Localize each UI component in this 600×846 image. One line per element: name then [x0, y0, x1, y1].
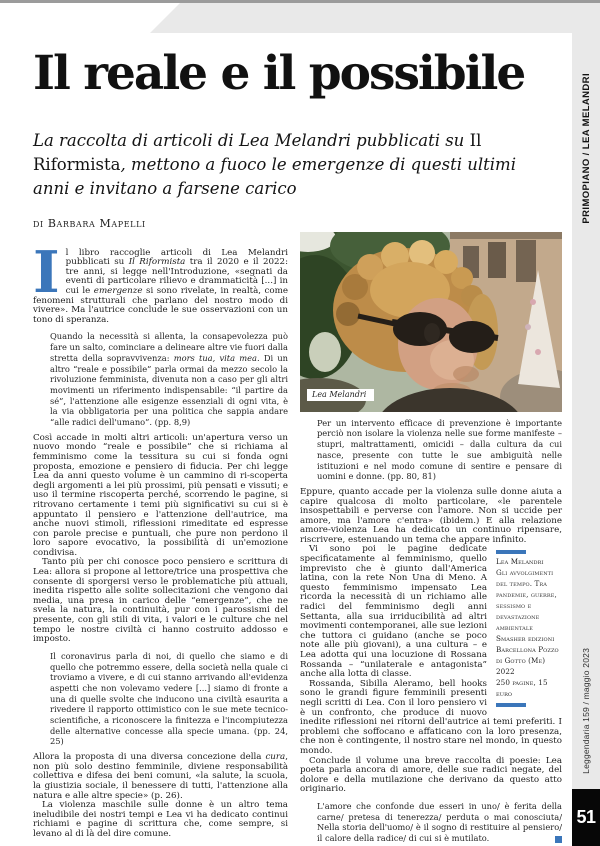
- paragraph: Eppure, quanto accade per la violenza sulle donne aiuta a capire qualcosa di molto particolare, «le parentele insospettabili e perverse con l'amore. Non si uccide per amore, ma l'amore c'entra» (ibidem.) E alla relazione amore-violenza Lea ha dedicato un continuo ripensare, riscrivere, estenuando un tema che appare infinito.: [300, 486, 562, 545]
- side-strip: [572, 3, 600, 846]
- book-title: Gli avvolgimenti del tempo. Tra pandemie, guerre, sessismo e devastazione ambientale: [496, 568, 557, 633]
- issue-label: Leggendaria 159 / maggio 2023: [581, 648, 591, 774]
- paragraph: La violenza maschile sulle donne è un altro tema ineludibile dei nostri tempi e Lea vi ha dedicato continui richiami e pagine di scrittura che, come sempre, si levano al di là del dire comune.: [33, 800, 288, 839]
- section-kicker: PRIMOPIANO / LEA MELANDRI: [580, 72, 592, 224]
- end-of-article-mark: [555, 836, 562, 843]
- paragraph: Tanto più per chi conosce poco pensiero e scrittura di Lea: allora si propone al lettore/trice una prospettiva che consente di sporgersi verso le problematiche più attuali, inedita rispetto alle solite sollecitazioni che vengono dai media, una presa in carico delle “emergenze”, che ne svela la natura, la continuità, pur con i parossismi del presente, con gli stili di vita, i valori e le culture che nel tempo le nostre civiltà ci hanno costruito addosso e imposto.: [33, 557, 288, 645]
- photo-caption: Lea Melandri: [307, 389, 374, 401]
- column-left: [33, 238, 289, 846]
- poem-quote: L'amore che confonde due esseri in uno/ è ferita della carne/ pretesa di tenerezza/ perduta o mai conosciuta/ Nella storia dell'uomo/ è il sogno di restituire al pensiero/ il calore della radice/ di cui si è mutilato.: [317, 800, 562, 844]
- quote-block: Il coronavirus parla di noi, di quello che siamo e di quello che potremmo essere, della società nella quale ci troviamo a vivere, e di cui stanno arrivando all'evidenza aspetti che non volevamo vedere [...] siamo di fronte a una di quelle svolte che inducono una civiltà esaurita a rivedere il rapporto ottimistico con le sue mete tecnico-scientifiche, a riconoscere la finitezza e l'incompiutezza delle alternative concesse alla specie umana. (pp. 24, 25): [50, 650, 288, 747]
- text-run: . Di un altro “reale e possibile” parla ormai da mezzo secolo la rivoluzione femminista, divenuta non a caso per gli altri movimenti un riferimento indispensabile: “il partire da sé”, l'attenzione alle esigenze essenziali di ogni vita, è la via obbligatoria per una politica che sappia andare “alle radici dell'umano”. (pp. 8,9): [50, 352, 289, 428]
- byline: di Barbara Mapelli: [33, 216, 146, 230]
- text-run-italic: emergenze: [93, 286, 143, 297]
- text-run-italic: mors tua, vita mea: [173, 352, 257, 363]
- article: [33, 46, 562, 846]
- paragraph: [33, 753, 288, 801]
- text-run: Quando la necessità si allenta, la consapevolezza può fare un salto, cominciare a delineare altre vie fuori dalla stretta della sopravvivenza:: [50, 331, 288, 363]
- paragraph: Rossanda, Sibilla Aleramo, bell hooks sono le grandi figure femminili presenti negli scritti di Lea. Con il loro pensiero vi è un confronto, che produce di nuovo inedite riflessioni nei ritorni dell'autrice ai temi preferiti. I problemi che soffocano e affaticano con la loro presenza, che non è contingente, il nostro stare nel mondo, in questo mondo.: [300, 678, 562, 756]
- standfirst-segment: La raccolta di articoli di Lea Melandri pubblicati su: [33, 130, 470, 150]
- corner-band: [150, 3, 600, 33]
- top-rule: [0, 0, 600, 3]
- page-number: 51: [576, 807, 596, 827]
- issue-label-wrap: [572, 631, 600, 791]
- drop-cap: I: [33, 238, 60, 306]
- article-columns: [33, 238, 562, 846]
- standfirst: [33, 129, 551, 202]
- book-publisher: Smasher edizioni Barcellona Pozzo di Gotto (Me) 2022: [496, 634, 559, 676]
- poem-wrap: [300, 801, 562, 844]
- lea-melandri-photo: [300, 232, 562, 412]
- standfirst-journal-name: Il Riformista: [33, 130, 482, 175]
- quote-block: Per un intervento efficace di prevenzione è importante perciò non isolare la violenza nelle sue forme manifeste – stupri, maltrattamenti, omicidi – dalla cultura da cui nasce, presente con tutte le sue ambiguità nelle istituzioni e nel modo comune di sentire e pensare di uomini e donne. (pp. 80, 81): [317, 417, 562, 482]
- text-run: , non più solo destino femminile, diviene responsabilità collettiva e difesa dei beni comuni, «la salute, la scuola, la giustizia sociale, il benessere di tutti, l'attenzione alla natura e alle altre specie» (p. 26).: [33, 752, 288, 801]
- text-run-italic: Il Riformista: [128, 257, 186, 268]
- article-title: Il reale e il possibile: [33, 46, 525, 101]
- paragraph: Così accade in molti altri articoli: un'apertura verso un nuovo mondo “reale e possibile” che si richiama al femminismo come la tessitura su cui si fonda ogni proposta, emozione e pensiero di fiducia. Per chi legge Lea da anni questo volume è un cammino di ri-scoperta degli argomenti a lei più prossimi, più pensati e vissuti; e uso il termine riscoperta perché, scorrendo le pagine, si ritrovano certamente i temi più significativi su cui si è appuntato il pensiero e l'attenzione dell'autrice, ma anche nuovi stimoli, riflessioni rimeditate ed espresse con parole precise e puntuali, che pure non perdono il loro sapore evocativo, la possibilità di un'emozione condivisa.: [33, 432, 288, 558]
- column-right: [300, 249, 562, 846]
- text-run: si sono rivelate, in realtà, come fenomeni strutturali che parlano del nostro modo di vivere». Ma l'autrice conclude le sue osservazioni con un tono di speranza.: [33, 286, 288, 325]
- standfirst-segment: , mettono a fuoco le emergenze di questi ultimi anni e invitano a farsene carico: [33, 155, 516, 199]
- book-info-rule-bottom: [496, 703, 526, 707]
- book-details: 250 pagine, 15 euro: [496, 677, 548, 698]
- text-run: Allora la proposta di una diversa concezione della: [33, 752, 266, 763]
- quote-block: [50, 331, 288, 427]
- book-author: Lea Melandri: [496, 557, 544, 567]
- paragraph: Vi sono poi le pagine dedicate specificatamente al femminismo, quello imprevisto che è giunto dall'America latina, con la rete Non Una di Meno. A questo femminismo impensato Lea ricorda la necessità di un richiamo alle radici del femminismo degli anni Settanta, alla sua irriducibilità ad altri movimenti contemporanei, alle sue lezioni che tuttora ci guidano (anche se poco note alle più giovani), a una cultura – e Lea adotta qui una locuzione di Rossana Rossanda – “unilaterale e antagonista” anche alla lotta di classe.: [300, 544, 487, 680]
- text-run: l libro raccoglie articoli di Lea Melandri pubblicati su: [65, 247, 288, 268]
- page-number-box: [572, 789, 600, 846]
- book-info-box: [496, 547, 562, 709]
- paragraph-opening: [33, 238, 289, 326]
- book-info-rule-top: [496, 550, 526, 554]
- photo-illustration: [300, 232, 562, 412]
- paragraph: Conclude il volume una breve raccolta di poesie: Lea poeta parla ancora di amore, delle sue radici negate, del dolore e della mutilazione che derivano da questo atto originario.: [300, 755, 562, 795]
- text-run-italic: cura: [265, 752, 286, 763]
- section-kicker-wrap: [572, 43, 600, 253]
- text-run: tra il 2020 e il 2022: tre anni, si legge nell'Introduzione, «segnati da eventi di particolare rilievo e drammaticità [...] in cui le: [65, 257, 289, 297]
